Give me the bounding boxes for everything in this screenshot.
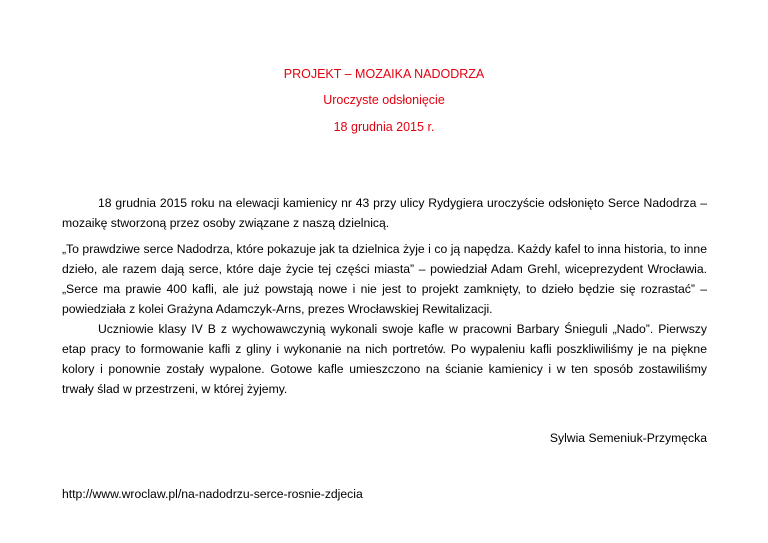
article-paragraph-3: Uczniowie klasy IV B z wychowawczynią wykonali swoje kafle w pracowni Barbary Śnieguli „Nado”. Pierwszy etap pracy to formowanie kafli z gliny i wykonanie na nich portretów. Po wypaleniu kafli poszkliwiliśmy je na piękne kolory i ponownie zostały wypalone. Gotowe kafle umieszczono na ścianie kamienicy i w ten sposób zostawiliśmy trwały ślad w przestrzeni, w której żyjemy.	[62, 322, 707, 396]
article-paragraph-2: „To prawdziwe serce Nadodrza, które pokazuje jak ta dzielnica żyje i co ją napędza. Każdy kafel to inna historia, to inne dzieło, ale razem dają serce, które daje życie tej części miasta” – powiedział Adam Grehl, wiceprezydent Wrocławia. „Serce ma prawie 400 kafli, ale już powstają nowe i nie jest to projekt zamknięty, to dzieło będzie się rozrastać” – powiedziała z kolei Grażyna Adamczyk-Arns, prezes Wrocławskiej Rewitalizacji.	[62, 242, 707, 316]
document-title: PROJEKT – MOZAIKA NADODRZA	[283, 67, 485, 81]
document-subtitle: Uroczyste odsłonięcie	[323, 93, 445, 107]
article-paragraph-1: 18 grudnia 2015 roku na elewacji kamienicy nr 43 przy ulicy Rydygiera uroczyście odsłonięto Serce Nadodrza – mozaikę stworzoną przez osoby związane z naszą dzielnicą.	[62, 196, 707, 230]
document-date: 18 grudnia 2015 r.	[333, 120, 435, 134]
author-signature: Sylwia Semeniuk-Przymęcka	[549, 431, 707, 445]
source-url: http://www.wroclaw.pl/na-nadodrzu-serce-rosnie-zdjecia	[62, 487, 363, 501]
